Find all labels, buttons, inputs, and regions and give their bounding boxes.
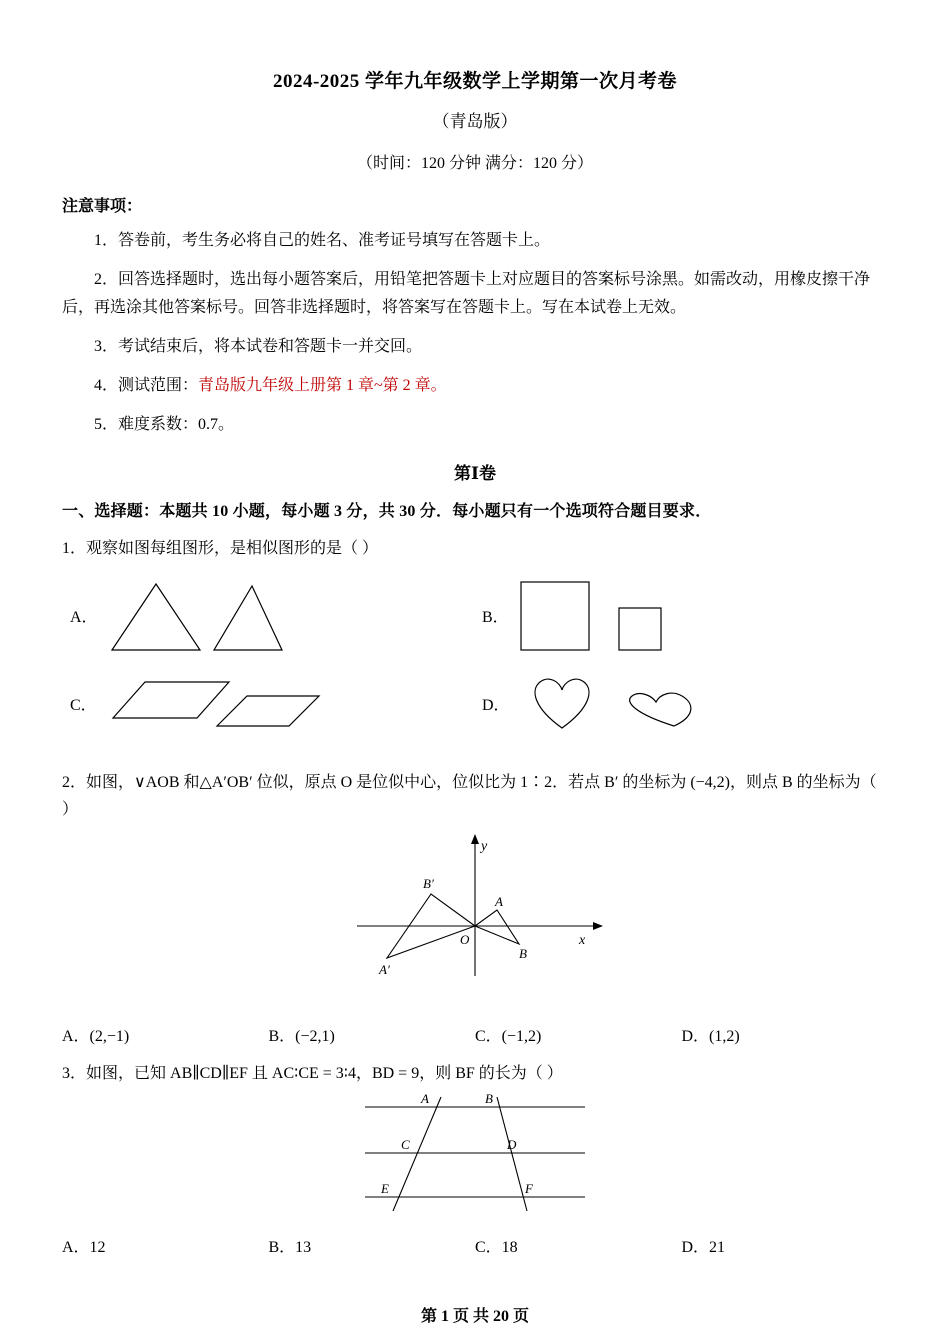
question-2-choice-c[interactable]: C．(−1,2) xyxy=(475,1027,542,1045)
label-b: B xyxy=(519,945,527,961)
question-3-choice-b[interactable]: B．13 xyxy=(268,1238,312,1256)
coordinate-plane-figure xyxy=(305,828,645,1003)
page-title: 2024-2025 学年九年级数学上学期第一次月考卷 xyxy=(272,71,678,92)
question-3-choices xyxy=(62,1234,888,1257)
notice-item-3: 3．考试结束后，将本试卷和答题卡一并交回。 xyxy=(94,338,423,355)
question-2-figure xyxy=(62,828,888,1013)
hearts-figure xyxy=(516,670,736,736)
question-1-figures xyxy=(62,570,888,755)
section-heading: 一、选择题：本题共 10 小题，每小题 3 分，共 30 分．每小题只有一个选项符合题目要求． xyxy=(62,503,712,520)
question-1-option-c xyxy=(70,670,323,736)
label-point-e: E xyxy=(381,1180,389,1196)
question-3-text xyxy=(62,1060,888,1087)
label-a-prime: A′ xyxy=(379,961,390,977)
label-origin: O xyxy=(460,931,470,947)
question-3-number: 3． xyxy=(62,1064,87,1082)
parallel-lines-figure xyxy=(345,1089,605,1217)
label-point-c: C xyxy=(401,1136,410,1152)
option-b-label: B． xyxy=(482,608,509,626)
question-2-body: 如图，∨AOB 和△A′OB′ 位似，原点 O 是位似中心，位似比为 1∶2．若点 B′ 的坐标为 (−4,2)，则点 B 的坐标为（ ） xyxy=(62,774,877,819)
page-footer: 第 1 页 共 20 页 xyxy=(420,1308,529,1325)
question-3-body: 如图，已知 AB∥CD∥EF 且 AC∶CE = 3∶4，BD = 9，则 BF 的长为（ ） xyxy=(86,1064,563,1082)
question-2-choice-d[interactable]: D．(1,2) xyxy=(681,1027,740,1045)
option-a-label: A． xyxy=(70,608,98,626)
notice-heading: 注意事项： xyxy=(62,198,143,215)
time-and-score: （时间：120 分钟 满分：120 分） xyxy=(356,155,593,172)
label-b-prime: B′ xyxy=(423,875,434,891)
question-1-option-a xyxy=(70,574,294,656)
triangles-figure xyxy=(104,574,294,656)
notice-item-5: 5．难度系数：0.7。 xyxy=(94,416,235,433)
squares-figure xyxy=(515,574,695,656)
option-d-label: D． xyxy=(482,696,510,714)
question-1-option-b xyxy=(482,574,695,656)
question-2-choice-a[interactable]: A．(2,−1) xyxy=(62,1027,130,1045)
question-2-text xyxy=(62,769,888,823)
question-3-choice-d[interactable]: D．21 xyxy=(681,1238,726,1256)
question-2-choices xyxy=(62,1023,888,1046)
label-y-axis: y xyxy=(481,838,488,854)
page-subtitle: （青岛版） xyxy=(432,112,518,131)
label-a: A xyxy=(495,893,503,909)
question-2-choice-b[interactable]: B．(−2,1) xyxy=(268,1027,335,1045)
notice-4-range: 青岛版九年级上册第 1 章~第 2 章。 xyxy=(198,377,447,394)
label-point-f: F xyxy=(525,1180,533,1196)
question-3-choice-a[interactable]: A．12 xyxy=(62,1238,106,1256)
notice-item-4 xyxy=(62,372,888,400)
label-point-d: D xyxy=(507,1136,517,1152)
question-1-text xyxy=(62,535,888,562)
question-3-figure xyxy=(62,1089,888,1224)
notice-item-1: 1．答卷前，考生务必将自己的姓名、准考证号填写在答题卡上。 xyxy=(94,232,551,249)
paper-part-title: 第Ⅰ卷 xyxy=(454,464,496,483)
parallelograms-figure xyxy=(103,670,323,736)
notice-4-prefix: 4．测试范围： xyxy=(94,377,199,394)
label-point-b: B xyxy=(485,1090,493,1106)
label-x-axis: x xyxy=(579,932,586,948)
question-1-body: 观察如图每组图形，是相似图形的是（ ） xyxy=(86,540,379,557)
option-c-label: C． xyxy=(70,696,97,714)
question-3-choice-c[interactable]: C．18 xyxy=(475,1238,518,1256)
question-1-number: 1． xyxy=(62,540,87,557)
label-point-a: A xyxy=(421,1090,429,1106)
question-2-number: 2． xyxy=(62,774,87,792)
question-1-option-d xyxy=(482,670,736,736)
notice-item-2: 2．回答选择题时，选出每小题答案后，用铅笔把答题卡上对应题目的答案标号涂黑。如需改动，用橡皮擦干净后，再选涂其他答案标号。回答非选择题时，将答案写在答题卡上。写在本试卷上无效。 xyxy=(62,271,871,316)
